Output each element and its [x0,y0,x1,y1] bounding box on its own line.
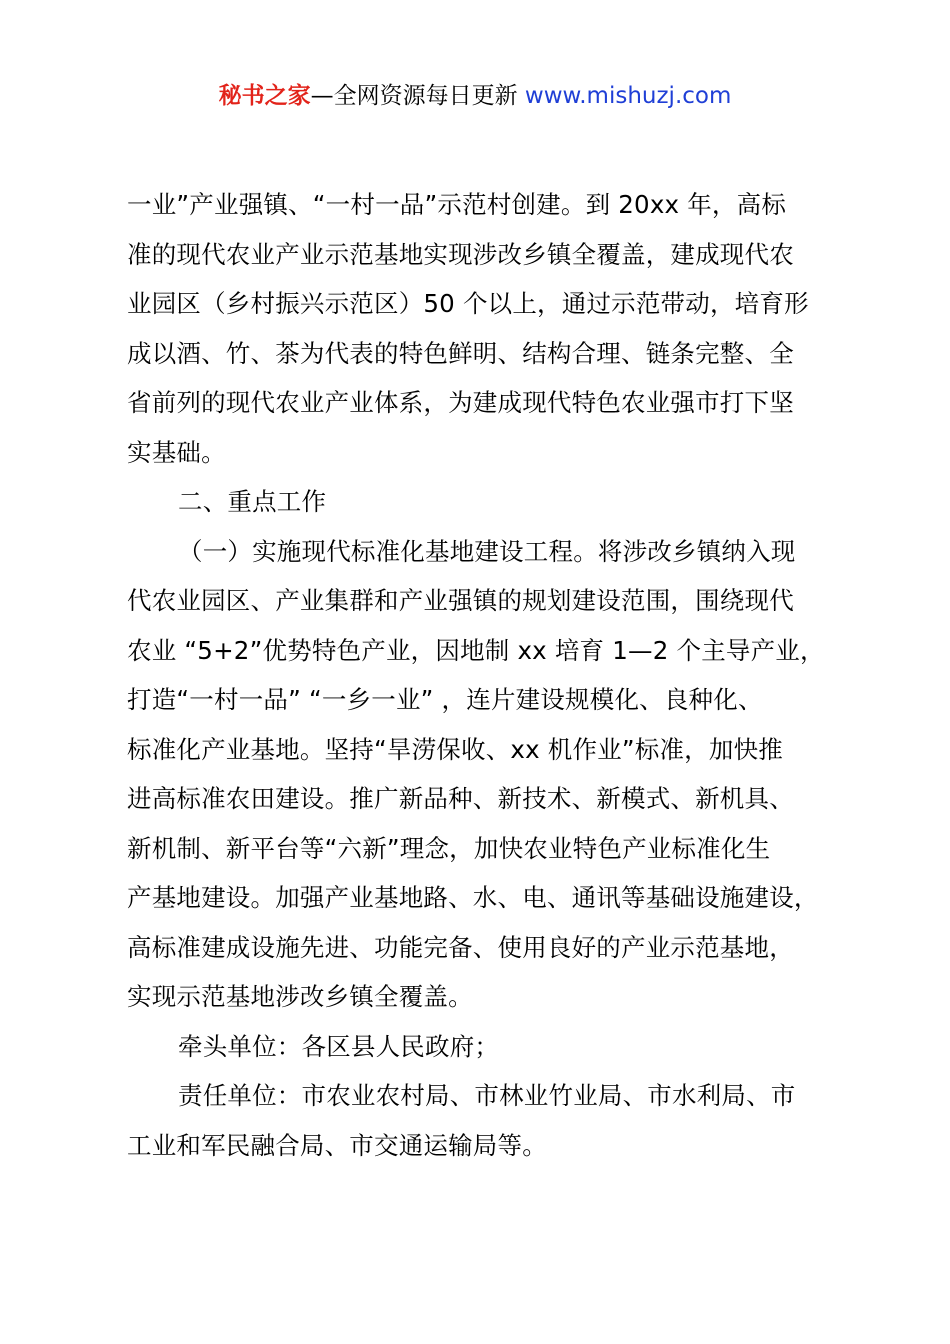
text-line: 业园区（乡村振兴示范区）50 个以上，通过示范带动，培育形 [127,289,809,318]
text-line: 实基础。 [127,437,226,467]
text-line: 产基地建设。加强产业基地路、水、电、通讯等基础设施建设， [127,883,819,912]
text-line: 标准化产业基地。坚持“旱涝保收、xx 机作业”标准，加快推 [127,734,783,764]
text-line: 省前列的现代农业产业体系，为建成现代特色农业强市打下坚 [127,388,794,417]
text-line: 实现示范基地涉改乡镇全覆盖。 [127,982,473,1011]
header-tagline: —全网资源每日更新 [310,83,525,109]
text-line: 打造“一村一品” “一乡一业” ，连片建设规模化、良种化、 [127,685,763,714]
responsible-unit-line: 责任单位：市农业农村局、市林业竹业局、市水利局、市 [178,1081,796,1110]
text-line: 高标准建成设施先进、功能完备、使用良好的产业示范基地， [127,932,794,962]
text-line: 成以酒、竹、茶为代表的特色鲜明、结构合理、链条完整、全 [127,338,794,368]
document-body [127,180,837,1170]
text-line: 代农业园区、产业集群和产业强镇的规划建设范围，围绕现代 [127,586,794,615]
text-line: 工业和军民融合局、市交通运输局等。 [127,1130,547,1160]
paragraph-start-line: （一）实施现代标准化基地建设工程。将涉改乡镇纳入现 [178,536,796,566]
site-url-link[interactable]: www.mishuzj.com [524,83,732,109]
section-heading: 二、重点工作 [178,487,327,516]
page-header [0,80,950,112]
text-line: 一业”产业强镇、“一村一品”示范村创建。到 20xx 年，高标 [127,190,787,219]
text-line: 进高标准农田建设。推广新品种、新技术、新模式、新机具、 [127,784,794,813]
text-line: 准的现代农业产业示范基地实现涉改乡镇全覆盖，建成现代农 [127,239,794,269]
text-line: 新机制、新平台等“六新”理念，加快农业特色产业标准化生 [127,833,771,863]
text-line: 农业 “5+2”优势特色产业，因地制 xx 培育 1—2 个主导产业， [127,635,825,665]
brand-name: 秘书之家 [218,83,311,109]
lead-unit-line: 牵头单位：各区县人民政府； [178,1031,500,1061]
